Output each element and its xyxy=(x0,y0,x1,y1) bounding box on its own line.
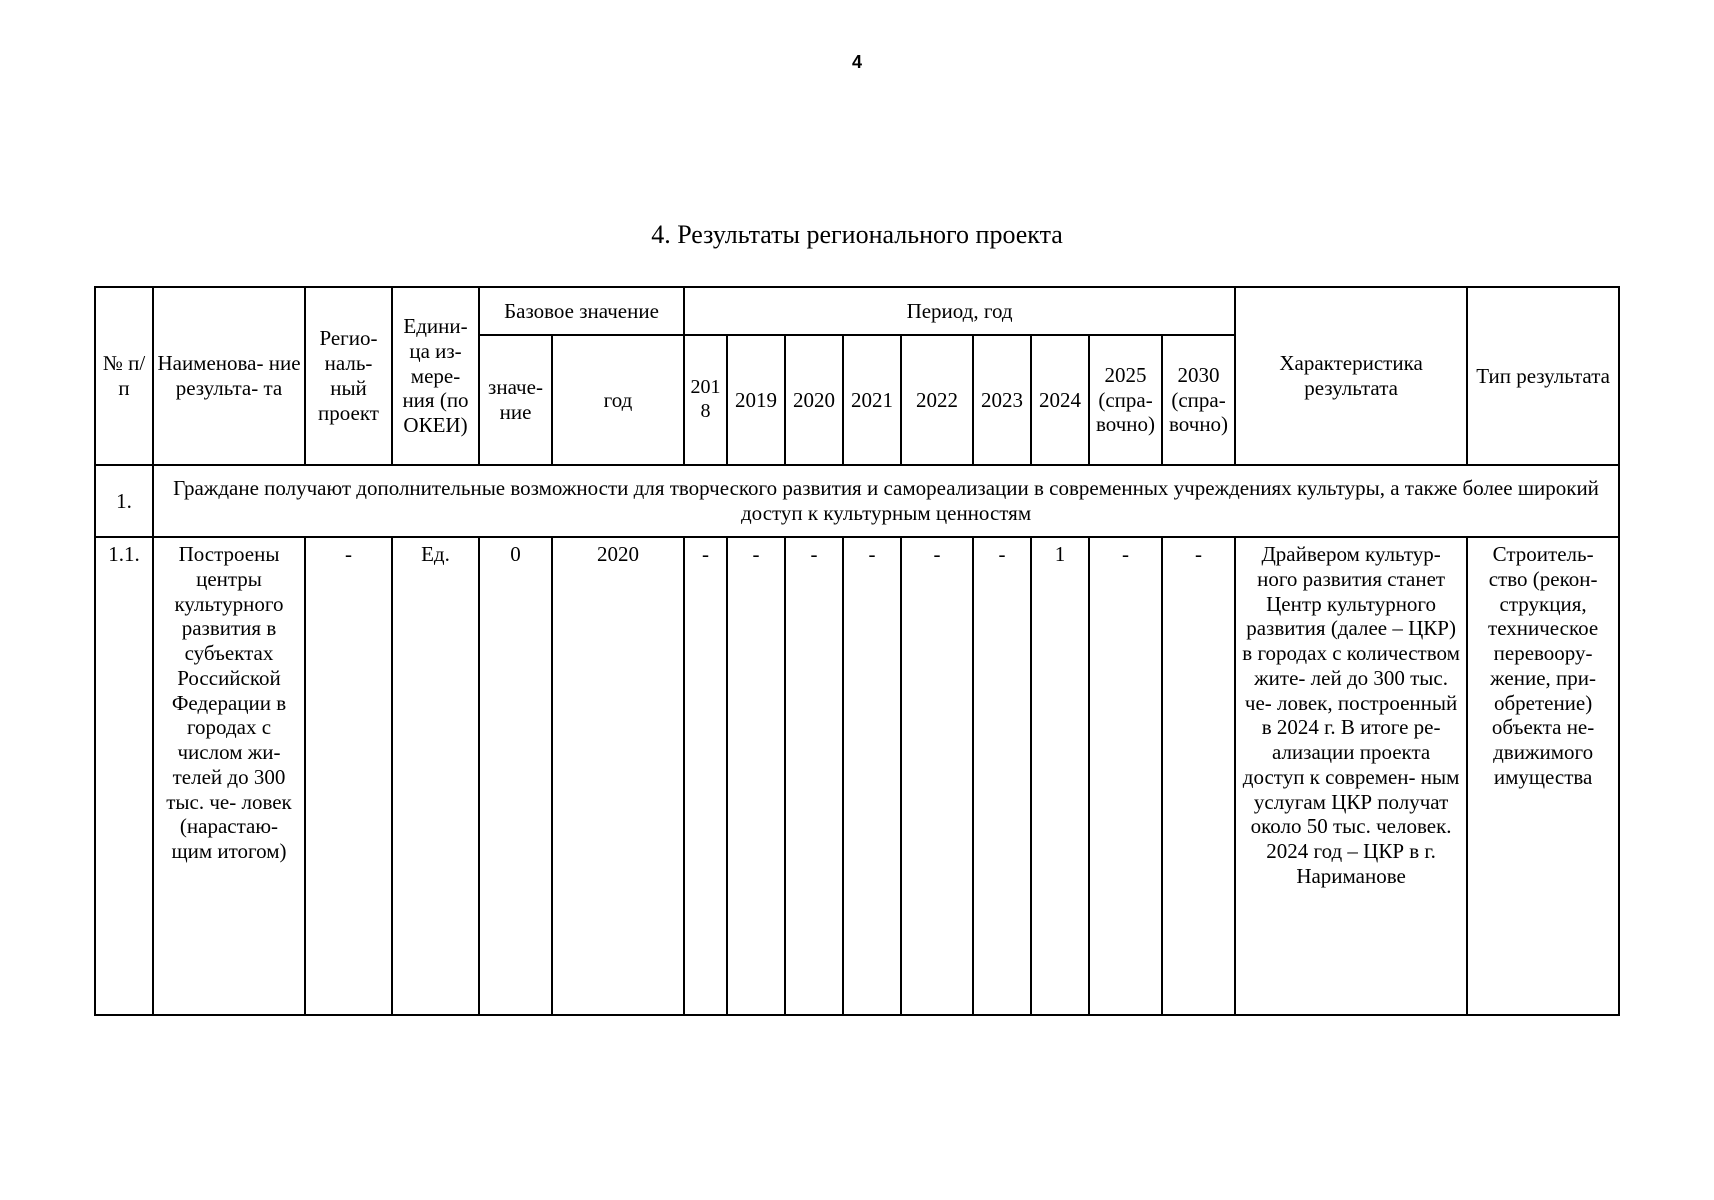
header-name: Наименова- ние результа- та xyxy=(153,287,305,465)
header-year-2019: 2019 xyxy=(727,335,785,465)
row-year-2024: 1 xyxy=(1031,537,1089,1015)
header-year-2025: 2025 (спра- вочно) xyxy=(1089,335,1162,465)
header-year-2023: 2023 xyxy=(973,335,1031,465)
row-name: Построены центры культурного развития в субъектах Российской Федерации в городах с числом жи- телей до 300 тыс. че- ловек (нарастаю- щим итогом) xyxy=(153,537,305,1015)
header-year-2018: 2018 xyxy=(684,335,727,465)
row-year-2021: - xyxy=(843,537,901,1015)
section-text: Граждане получают дополнительные возможности для творческого развития и самореализации в современных учреждениях культуры, а также более широкий доступ к культурным ценностям xyxy=(153,465,1619,537)
header-year-2022: 2022 xyxy=(901,335,973,465)
page-number: 4 xyxy=(851,52,862,72)
row-base-value: 0 xyxy=(479,537,552,1015)
header-year-2030: 2030 (спра- вочно) xyxy=(1162,335,1235,465)
results-table xyxy=(94,286,1620,1016)
header-type: Тип результата xyxy=(1467,287,1619,465)
row-year-2023: - xyxy=(973,537,1031,1015)
row-base-year: 2020 xyxy=(552,537,684,1015)
header-characteristic: Характеристика результата xyxy=(1235,287,1467,465)
header-period: Период, год xyxy=(684,287,1235,335)
row-type: Строитель- ство (рекон- струкция, техническое перевоору- жение, при- обретение) объекта не- движимого имущества xyxy=(1467,537,1619,1015)
header-num: № п/п xyxy=(95,287,153,465)
section-row xyxy=(95,465,1619,537)
header-unit: Едини- ца из- мере- ния (по ОКЕИ) xyxy=(392,287,479,465)
row-num: 1.1. xyxy=(95,537,153,1015)
row-year-2030: - xyxy=(1162,537,1235,1015)
row-unit: Ед. xyxy=(392,537,479,1015)
header-year-2024: 2024 xyxy=(1031,335,1089,465)
row-year-2020: - xyxy=(785,537,843,1015)
header-year-2021: 2021 xyxy=(843,335,901,465)
row-year-2018: - xyxy=(684,537,727,1015)
section-num: 1. xyxy=(95,465,153,537)
row-year-2022: - xyxy=(901,537,973,1015)
row-characteristic: Драйвером культур- ного развития станет Центр культурного развития (далее – ЦКР) в городах с количеством жите- лей до 300 тыс. че- ловек, построенный в 2024 г. В итоге ре- ализации проекта доступ к современ- ным услугам ЦКР получат около 50 тыс. человек. 2024 год – ЦКР в г. Нариманове xyxy=(1235,537,1467,1015)
row-regional-project: - xyxy=(305,537,392,1015)
header-base-value-value: значе- ние xyxy=(479,335,552,465)
table-row xyxy=(95,537,1619,1015)
row-year-2019: - xyxy=(727,537,785,1015)
header-base-value-year: год xyxy=(552,335,684,465)
header-row-1 xyxy=(95,287,1619,335)
section-title: 4. Результаты регионального проекта xyxy=(651,220,1063,249)
header-regional-project: Регио- наль- ный проект xyxy=(305,287,392,465)
row-year-2025: - xyxy=(1089,537,1162,1015)
header-base-value: Базовое значение xyxy=(479,287,684,335)
header-year-2020: 2020 xyxy=(785,335,843,465)
